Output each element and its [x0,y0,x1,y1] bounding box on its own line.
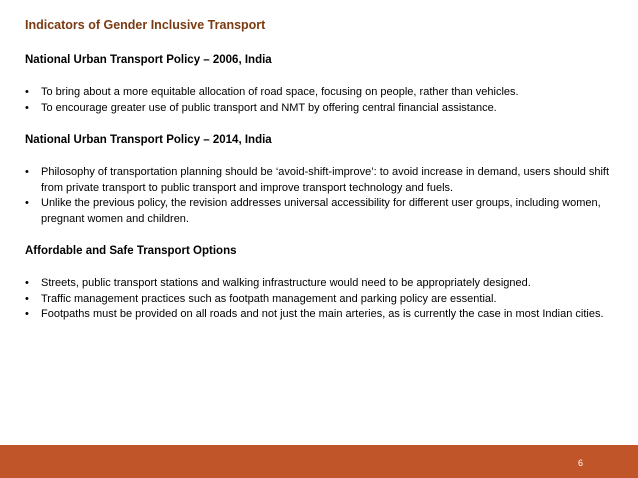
bullet-item [25,85,615,101]
bullet-text: To bring about a more equitable allocation of road space, focusing on people, rather than vehicles. [41,86,519,98]
section-nutp-2014 [25,132,615,227]
bullet-item [25,307,615,323]
bullet-icon: • [25,277,29,289]
bullet-text: Footpaths must be provided on all roads and not just the main arteries, as is currently the case in most Indian cities. [41,308,604,320]
bullet-text: Unlike the previous policy, the revision addresses universal accessibility for different user groups, including women, pregnant women and children. [41,197,601,225]
bullet-icon: • [25,308,29,320]
section-nutp-2006 [25,52,615,116]
section-affordable-safe [25,243,615,323]
bullet-text: Streets, public transport stations and walking infrastructure would need to be appropriately designed. [41,277,531,289]
bullet-item [25,196,615,227]
bullet-text: Traffic management practices such as footpath management and parking policy are essential. [41,292,497,305]
page-number: 6 [577,458,583,468]
bullet-text: To encourage greater use of public transport and NMT by offering central financial assistance. [41,101,497,114]
bullet-list [25,276,615,323]
section-heading: National Urban Transport Policy – 2006, India [25,54,272,66]
bullet-item [25,165,615,196]
section-heading: Affordable and Safe Transport Options [25,245,237,257]
bullet-icon: • [25,197,29,209]
bullet-list [25,165,615,227]
bullet-icon: • [25,86,29,98]
slide-title: Indicators of Gender Inclusive Transport [25,18,266,32]
section-heading: National Urban Transport Policy – 2014, India [25,134,272,146]
slide-content [25,52,615,339]
footer-bar [0,445,638,478]
bullet-list [25,85,615,116]
bullet-icon: • [25,101,29,114]
bullet-text: Philosophy of transportation planning should be ‘avoid-shift-improve’: to avoid increase in demand, users should shift from private transport to public transport and improve transport technology and fuels. [41,166,610,194]
bullet-icon: • [25,166,29,178]
bullet-item [25,101,615,117]
bullet-item [25,276,615,292]
bullet-item [25,292,615,308]
bullet-icon: • [25,292,29,305]
